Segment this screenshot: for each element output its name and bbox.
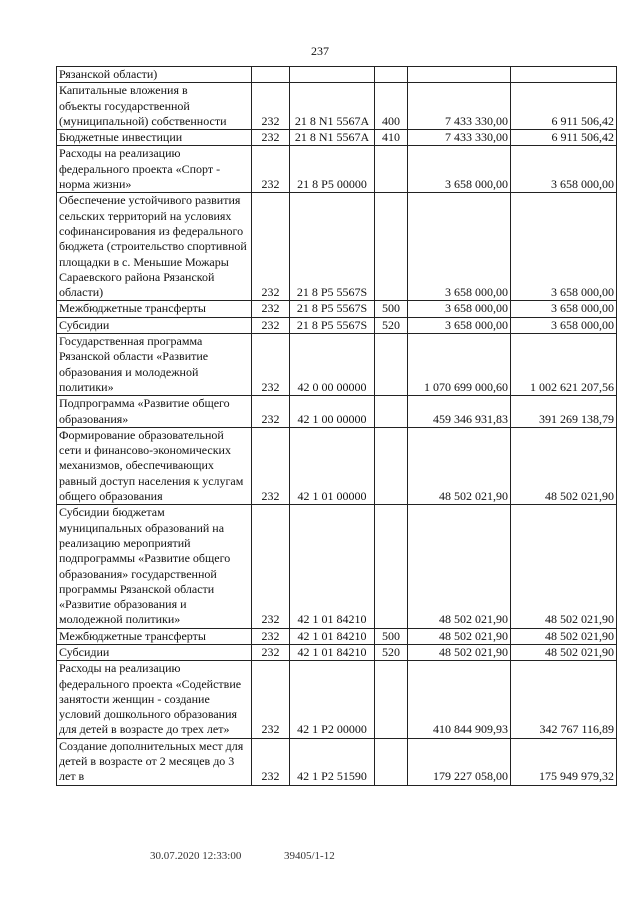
row-code: 232 xyxy=(252,427,290,504)
row-code: 232 xyxy=(252,334,290,396)
row-amount-2: 6 911 506,42 xyxy=(511,83,617,130)
row-name: Расходы на реализацию федерального проекта «Спорт - норма жизни» xyxy=(57,146,252,193)
row-amount-2: 3 658 000,00 xyxy=(511,146,617,193)
row-csr: 21 8 N1 5567A xyxy=(290,83,375,130)
row-amount-2: 1 002 621 207,56 xyxy=(511,334,617,396)
row-amount-1: 48 502 021,90 xyxy=(408,628,511,644)
row-amount-1: 48 502 021,90 xyxy=(408,427,511,504)
row-vr xyxy=(375,146,408,193)
row-code: 232 xyxy=(252,505,290,628)
table-row xyxy=(57,193,617,301)
row-csr: 42 1 P2 00000 xyxy=(290,661,375,738)
row-name: Формирование образовательной сети и финансово-экономических механизмов, обеспечивающих равный доступ населения к услугам общего образования xyxy=(57,427,252,504)
row-code: 232 xyxy=(252,83,290,130)
table-row xyxy=(57,628,617,644)
row-csr: 42 1 00 00000 xyxy=(290,396,375,428)
row-csr: 42 0 00 00000 xyxy=(290,334,375,396)
row-amount-1: 1 070 699 000,60 xyxy=(408,334,511,396)
table-row xyxy=(57,130,617,146)
row-name: Расходы на реализацию федерального проекта «Содействие занятости женщин - создание условий дошкольного образования для детей в возрасте до трех лет» xyxy=(57,661,252,738)
row-name: Государственная программа Рязанской области «Развитие образования и молодежной политики» xyxy=(57,334,252,396)
table-row xyxy=(57,146,617,193)
row-amount-1: 410 844 909,93 xyxy=(408,661,511,738)
row-vr: 500 xyxy=(375,301,408,317)
row-code: 232 xyxy=(252,628,290,644)
row-code: 232 xyxy=(252,644,290,660)
row-amount-2: 3 658 000,00 xyxy=(511,301,617,317)
row-code: 232 xyxy=(252,317,290,333)
row-vr xyxy=(375,505,408,628)
row-csr: 21 8 P5 5567S xyxy=(290,193,375,301)
row-csr: 42 1 01 00000 xyxy=(290,427,375,504)
row-name: Капитальные вложения в объекты государственной (муниципальной) собственности xyxy=(57,83,252,130)
table-row xyxy=(57,505,617,628)
row-name: Межбюджетные трансферты xyxy=(57,301,252,317)
row-amount-2: 391 269 138,79 xyxy=(511,396,617,428)
row-vr: 410 xyxy=(375,130,408,146)
row-name: Межбюджетные трансферты xyxy=(57,628,252,644)
row-csr: 21 8 N1 5567A xyxy=(290,130,375,146)
row-name: Обеспечение устойчивого развития сельских территорий на условиях софинансирования из федерального бюджета (строительство спортивной площадки в с. Меньшие Можары Сараевского района Рязанской области) xyxy=(57,193,252,301)
row-amount-2: 48 502 021,90 xyxy=(511,505,617,628)
row-vr: 520 xyxy=(375,644,408,660)
table-row xyxy=(57,427,617,504)
table-row xyxy=(57,334,617,396)
row-vr: 400 xyxy=(375,83,408,130)
row-vr xyxy=(375,738,408,785)
row-amount-1 xyxy=(408,67,511,83)
table-row xyxy=(57,644,617,660)
row-amount-1: 48 502 021,90 xyxy=(408,505,511,628)
row-amount-2: 48 502 021,90 xyxy=(511,628,617,644)
row-csr: 21 8 P5 5567S xyxy=(290,301,375,317)
row-vr xyxy=(375,396,408,428)
row-amount-1: 3 658 000,00 xyxy=(408,146,511,193)
row-csr: 42 1 P2 51590 xyxy=(290,738,375,785)
row-amount-2: 6 911 506,42 xyxy=(511,130,617,146)
table-row xyxy=(57,661,617,738)
table-row xyxy=(57,83,617,130)
row-amount-1: 7 433 330,00 xyxy=(408,83,511,130)
row-code: 232 xyxy=(252,193,290,301)
row-csr xyxy=(290,67,375,83)
row-vr xyxy=(375,334,408,396)
row-csr: 21 8 P5 5567S xyxy=(290,317,375,333)
row-amount-1: 459 346 931,83 xyxy=(408,396,511,428)
row-name: Субсидии xyxy=(57,644,252,660)
row-vr xyxy=(375,67,408,83)
row-code: 232 xyxy=(252,738,290,785)
row-code: 232 xyxy=(252,146,290,193)
budget-table xyxy=(56,66,617,786)
row-name: Подпрограмма «Развитие общего образования» xyxy=(57,396,252,428)
row-vr: 520 xyxy=(375,317,408,333)
row-amount-1: 3 658 000,00 xyxy=(408,301,511,317)
row-vr xyxy=(375,427,408,504)
row-name: Субсидии бюджетам муниципальных образований на реализацию мероприятий подпрограммы «Развитие общего образования» государственной программы Рязанской области «Развитие образования и молодежной политики» xyxy=(57,505,252,628)
row-amount-1: 7 433 330,00 xyxy=(408,130,511,146)
footer-document-code: 39405/1-12 xyxy=(284,850,335,862)
row-name: Создание дополнительных мест для детей в возрасте от 2 месяцев до 3 лет в xyxy=(57,738,252,785)
table-row xyxy=(57,396,617,428)
row-vr xyxy=(375,661,408,738)
row-amount-1: 48 502 021,90 xyxy=(408,644,511,660)
row-csr: 42 1 01 84210 xyxy=(290,628,375,644)
row-csr: 42 1 01 84210 xyxy=(290,644,375,660)
page-number: 237 xyxy=(311,44,329,58)
row-vr xyxy=(375,193,408,301)
row-name: Бюджетные инвестиции xyxy=(57,130,252,146)
row-amount-2: 48 502 021,90 xyxy=(511,644,617,660)
row-csr: 21 8 P5 00000 xyxy=(290,146,375,193)
row-csr: 42 1 01 84210 xyxy=(290,505,375,628)
row-amount-2: 342 767 116,89 xyxy=(511,661,617,738)
row-amount-1: 179 227 058,00 xyxy=(408,738,511,785)
row-amount-1: 3 658 000,00 xyxy=(408,317,511,333)
table-row xyxy=(57,301,617,317)
row-amount-2: 3 658 000,00 xyxy=(511,317,617,333)
footer-date: 30.07.2020 12:33:00 xyxy=(150,850,242,862)
table-row xyxy=(57,317,617,333)
row-name: Субсидии xyxy=(57,317,252,333)
row-amount-2: 3 658 000,00 xyxy=(511,193,617,301)
row-code: 232 xyxy=(252,301,290,317)
row-vr: 500 xyxy=(375,628,408,644)
row-name: Рязанской области) xyxy=(57,67,252,83)
row-code: 232 xyxy=(252,661,290,738)
row-amount-2 xyxy=(511,67,617,83)
row-code xyxy=(252,67,290,83)
row-amount-2: 48 502 021,90 xyxy=(511,427,617,504)
row-amount-1: 3 658 000,00 xyxy=(408,193,511,301)
row-code: 232 xyxy=(252,396,290,428)
row-amount-2: 175 949 979,32 xyxy=(511,738,617,785)
table-row xyxy=(57,738,617,785)
table-row xyxy=(57,67,617,83)
row-code: 232 xyxy=(252,130,290,146)
